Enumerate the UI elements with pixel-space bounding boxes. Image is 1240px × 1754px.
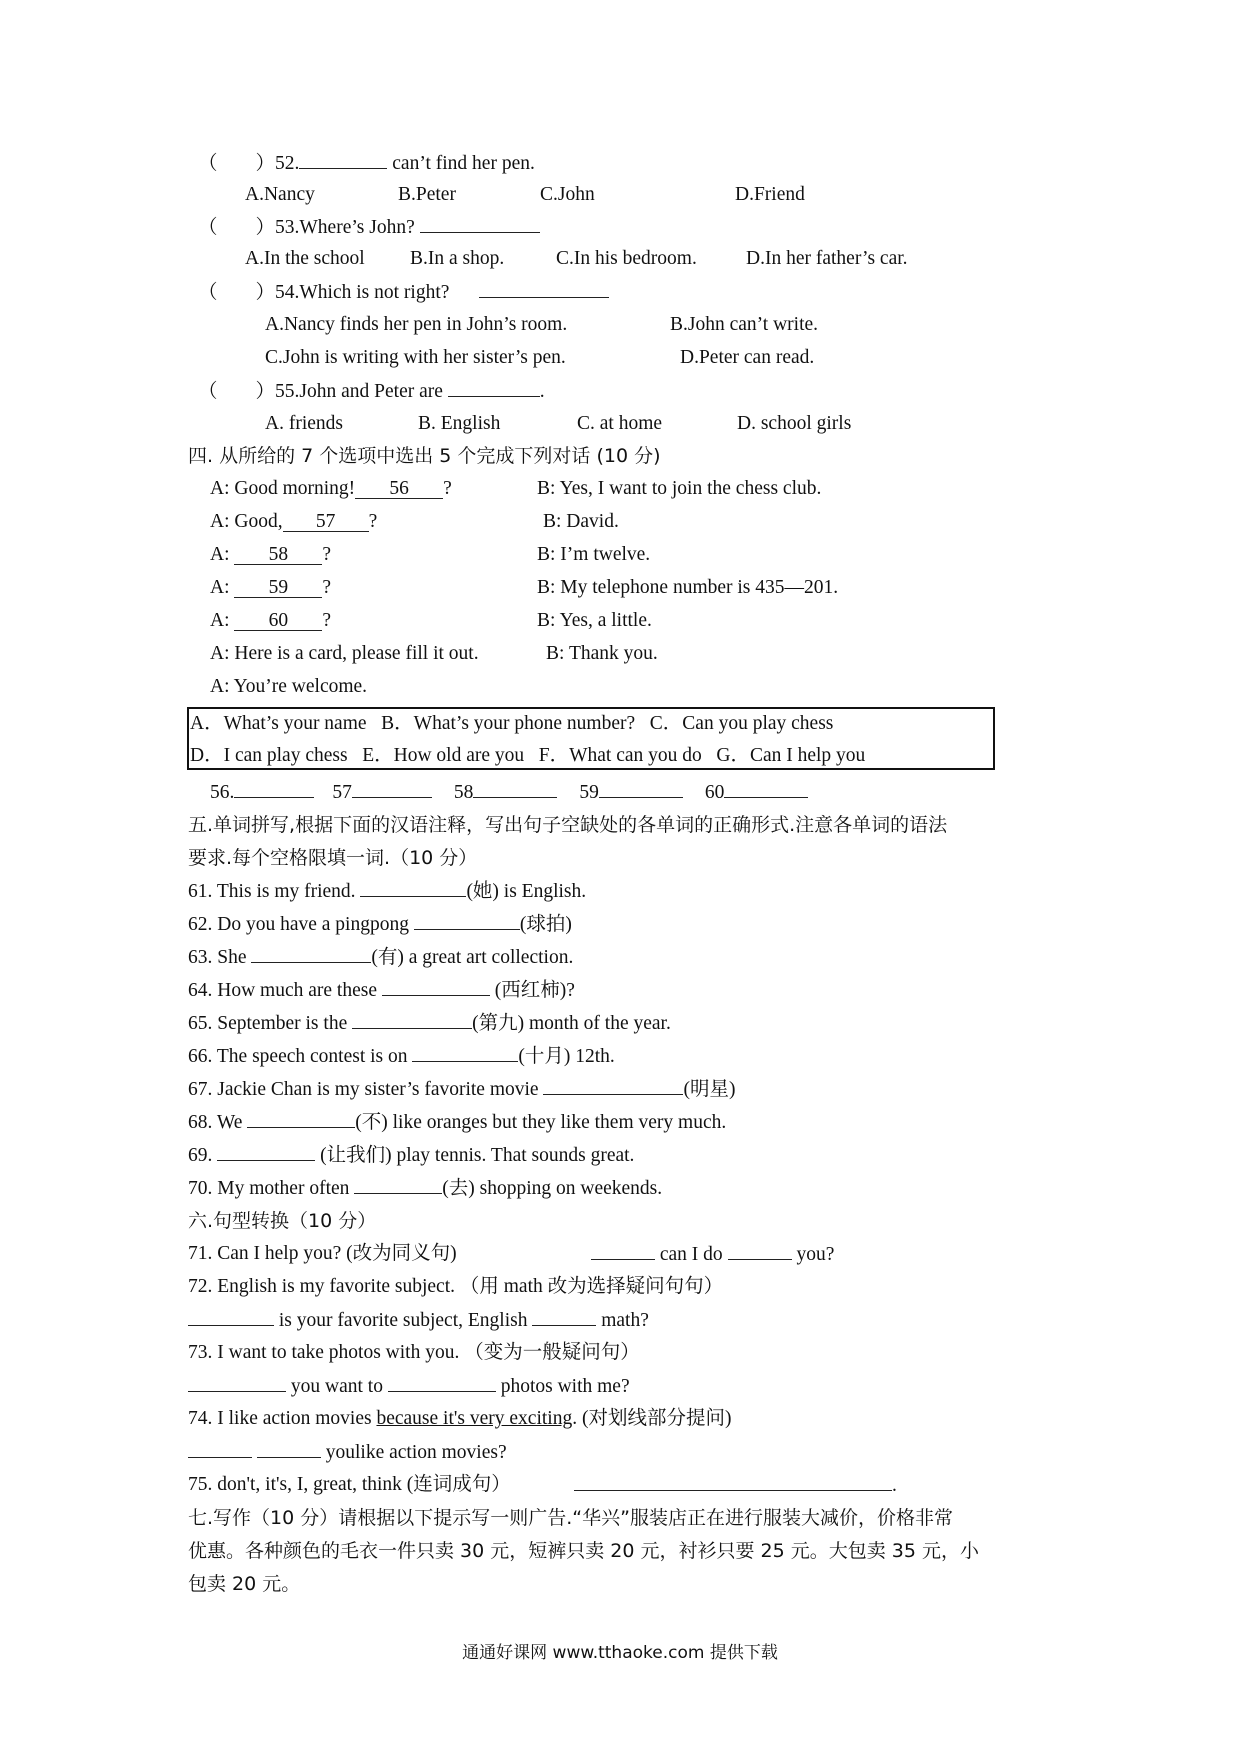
blank-58[interactable] [234,546,322,565]
q54-option-a: A.Nancy finds her pen in John’s room. [265,314,568,335]
item-70-hint: (去) shopping on weekends. [442,1178,663,1199]
q74-underlined-part: because it's very exciting [376,1408,573,1429]
answer-58[interactable] [473,779,557,798]
section7-line-3: 包卖 20 元。 [188,1573,301,1595]
dialog-a-5: A: [210,610,230,631]
q72-blank-2[interactable] [532,1307,596,1326]
item-64-text: 64. How much are these [188,980,382,1001]
q55-option-d: D. school girls [737,413,852,434]
item-67-blank[interactable] [543,1076,683,1095]
item-63-blank[interactable] [251,944,371,963]
item-68-hint: (不) like oranges but they like them very much. [355,1112,727,1133]
q53-option-d: D.In her father’s car. [746,248,908,269]
item-61-text: 61. This is my friend. [188,881,361,902]
item-64-blank[interactable] [382,977,490,996]
section7-line-1: 七.写作（10 分）请根据以下提示写一则广告.“华兴”服装店正在进行服装大减价，价格非常 [188,1507,953,1529]
q54-option-d: D.Peter can read. [680,347,815,368]
q52-option-c: C.John [540,184,595,205]
section5-title-line-2: 要求.每个空格限填一词.（10 分） [188,847,478,869]
item-63-text: 63. She [188,947,252,968]
dialog-line-3 [210,542,331,568]
q74-stem [188,1406,731,1432]
dialog-a-4-end: ? [322,577,332,598]
item-61-blank[interactable] [360,878,466,897]
q52-blank[interactable] [299,150,387,169]
answer-label-60: 60 [704,782,725,803]
item-69 [188,1142,634,1169]
dialog-a-2-end: ? [368,511,378,532]
dialog-b-2: B: David. [543,511,619,532]
item-64-hint: (西红柿)? [489,980,575,1001]
q53-paren-close: ） [255,217,276,238]
answer-60[interactable] [724,779,808,798]
dialog-a-7: A: You’re welcome. [210,676,368,697]
page-footer: 通通好课网 www.tthaoke.com 提供下载 [462,1643,778,1663]
q53-option-c: C.In his bedroom. [556,248,697,269]
dialog-a-6: A: Here is a card, please fill it out. [210,643,479,664]
item-65 [188,1010,671,1037]
q72-answer [188,1307,649,1334]
q54-paren-close: ） [255,282,276,303]
item-66-blank[interactable] [412,1043,518,1062]
item-66 [188,1043,615,1070]
q73-mid: you want to [286,1376,388,1397]
item-67-text: 67. Jackie Chan is my sister’s favorite movie [188,1079,544,1100]
q71-stem: 71. Can I help you? (改为同义句) [188,1243,457,1264]
options-row-2: D．I can play chess E．How old are you F．What can you do G．Can I help you [190,745,866,766]
dialog-line-5 [210,608,331,634]
item-63-hint: (有) a great art collection. [371,947,574,968]
q55-text: 55.John and Peter are [275,381,448,402]
item-61-hint: (她) is English. [466,881,587,902]
blank-57[interactable] [283,513,369,532]
q53-option-a: A.In the school [245,248,365,269]
dialog-line-4 [210,575,331,601]
dialog-a-1-end: ? [443,478,452,499]
q54-option-c: C.John is writing with her sister’s pen. [265,347,566,368]
q53-text: 53.Where’s John? [275,217,415,238]
q75-stem: 75. don't, it's, I, great, think (连词成句） [188,1474,511,1495]
q53-option-b: B.In a shop. [410,248,505,269]
q53-paren-open: （ [198,217,218,238]
q73-blank-2[interactable] [388,1373,496,1392]
dialog-b-1: B: Yes, I want to join the chess club. [537,478,822,499]
answer-label-59: 59 [579,782,599,803]
item-69-blank[interactable] [217,1142,315,1161]
dialog-a-1: A: Good morning! [210,478,356,499]
blank-57-label: 57 [315,511,336,532]
q54-option-b: B.John can’t write. [670,314,819,335]
answer-label-57: 57 [332,782,352,803]
item-67-hint: (明星) [683,1079,736,1100]
q54-stem [198,279,609,306]
q72-blank-1[interactable] [188,1307,274,1326]
q55-option-b: B. English [418,413,501,434]
q54-paren-open: （ [198,282,218,303]
item-65-hint: (第九) month of the year. [472,1013,671,1034]
section6-title: 六.句型转换（10 分） [188,1210,377,1232]
q74-blank-2[interactable] [257,1439,321,1458]
item-66-hint: (十月) 12th. [518,1046,615,1067]
item-62-hint: (球拍) [519,914,572,935]
section7-line-2: 优惠。各种颜色的毛衣一件只卖 30 元，短裤只卖 20 元，衬衫只要 25 元。大包卖 35 元，小 [188,1540,980,1562]
q71-end: you? [791,1244,835,1265]
item-69-text: 69. [188,1145,218,1166]
dialog-a-5-end: ? [322,610,332,631]
section5-title-line-1: 五.单词拼写,根据下面的汉语注释，写出句子空缺处的各单词的正确形式.注意各单词的语法 [188,814,948,836]
blank-60[interactable] [234,612,322,631]
item-62 [188,911,572,938]
q71-answer [591,1241,834,1268]
item-62-blank[interactable] [414,911,520,930]
item-64 [188,977,575,1004]
q55-blank[interactable] [448,378,540,397]
item-67 [188,1076,735,1103]
dialog-a-4: A: [210,577,230,598]
q74-text: 74. I like action movies [188,1408,377,1429]
dialog-b-3: B: I’m twelve. [537,544,651,565]
q54-blank[interactable] [479,279,609,298]
dialog-a-3: A: [210,544,230,565]
q52-stem [198,150,535,177]
q73-blank-1[interactable] [188,1373,286,1392]
q55-paren-open: （ [198,381,218,402]
item-69-hint: (让我们) play tennis. That sounds great. [315,1145,635,1166]
answer-label-58: 58 [453,782,474,803]
q75-end: . [892,1475,897,1496]
q52-number: 52. [275,153,300,174]
q72-end: math? [596,1310,649,1331]
item-66-text: 66. The speech contest is on [188,1046,413,1067]
blank-59-label: 59 [268,577,289,598]
item-68 [188,1109,726,1136]
q72-mid: is your favorite subject, English [274,1310,533,1331]
dialog-line-2 [210,509,377,535]
blank-56[interactable] [355,480,443,499]
q55-stem [198,378,545,405]
dialog-a-2: A: Good, [210,511,283,532]
dialog-a-3-end: ? [322,544,332,565]
item-62-text: 62. Do you have a pingpong [188,914,414,935]
q52-text: can’t find her pen. [387,153,535,174]
dialog-b-6: B: Thank you. [546,643,658,664]
q55-period: . [539,381,545,402]
q74-blank-1[interactable] [188,1439,252,1458]
item-68-blank[interactable] [247,1109,355,1128]
dialog-b-4: B: My telephone number is 435—201. [537,577,839,598]
section4-title: 四. 从所给的 7 个选项中选出 5 个完成下列对话 (10 分) [188,445,661,467]
q55-option-a: A. friends [265,413,343,434]
q52-option-d: D.Friend [735,184,805,205]
q75-blank[interactable] [574,1472,892,1491]
q74-answer [188,1439,507,1466]
answer-57[interactable] [352,779,432,798]
blank-58-label: 58 [268,544,289,565]
blank-60-label: 60 [268,610,289,631]
answer-label-56: 56. [210,782,235,803]
answer-56[interactable] [234,779,314,798]
q53-blank[interactable] [420,214,540,233]
q52-paren-open: （ [198,153,218,174]
q75-answer [574,1472,897,1499]
q73-stem: 73. I want to take photos with you. （变为一般疑问句） [188,1342,640,1363]
item-68-text: 68. We [188,1112,248,1133]
blank-59[interactable] [234,579,322,598]
q74-end: youlike action movies? [320,1442,507,1463]
q54-text: 54.Which is not right? [275,282,450,303]
q52-option-b: B.Peter [398,184,456,205]
item-70-text: 70. My mother often [188,1178,355,1199]
q73-answer [188,1373,630,1400]
q55-option-c: C. at home [577,413,663,434]
answer-59[interactable] [599,779,683,798]
answer-row [210,779,808,806]
item-61 [188,878,586,905]
item-65-blank[interactable] [352,1010,472,1029]
item-63 [188,944,573,971]
blank-56-label: 56 [389,478,409,499]
item-70-blank[interactable] [354,1175,442,1194]
q71-blank-1[interactable] [591,1241,655,1260]
dialog-b-5: B: Yes, a little. [537,610,652,631]
dialog-line-1 [210,476,452,502]
q71-blank-2[interactable] [728,1241,792,1260]
item-65-text: 65. September is the [188,1013,353,1034]
q52-paren-close: ） [255,153,276,174]
options-row-1: A．What’s your name B．What’s your phone number? C．Can you play chess [190,713,834,734]
q74-instruction: . (对划线部分提问) [572,1408,732,1429]
q71-mid: can I do [655,1244,728,1265]
item-70 [188,1175,662,1202]
q53-stem [198,214,540,241]
q72-stem: 72. English is my favorite subject. （用 math 改为选择疑问句句） [188,1276,724,1297]
q73-end: photos with me? [495,1376,630,1397]
q55-paren-close: ） [255,381,276,402]
q52-option-a: A.Nancy [245,184,315,205]
